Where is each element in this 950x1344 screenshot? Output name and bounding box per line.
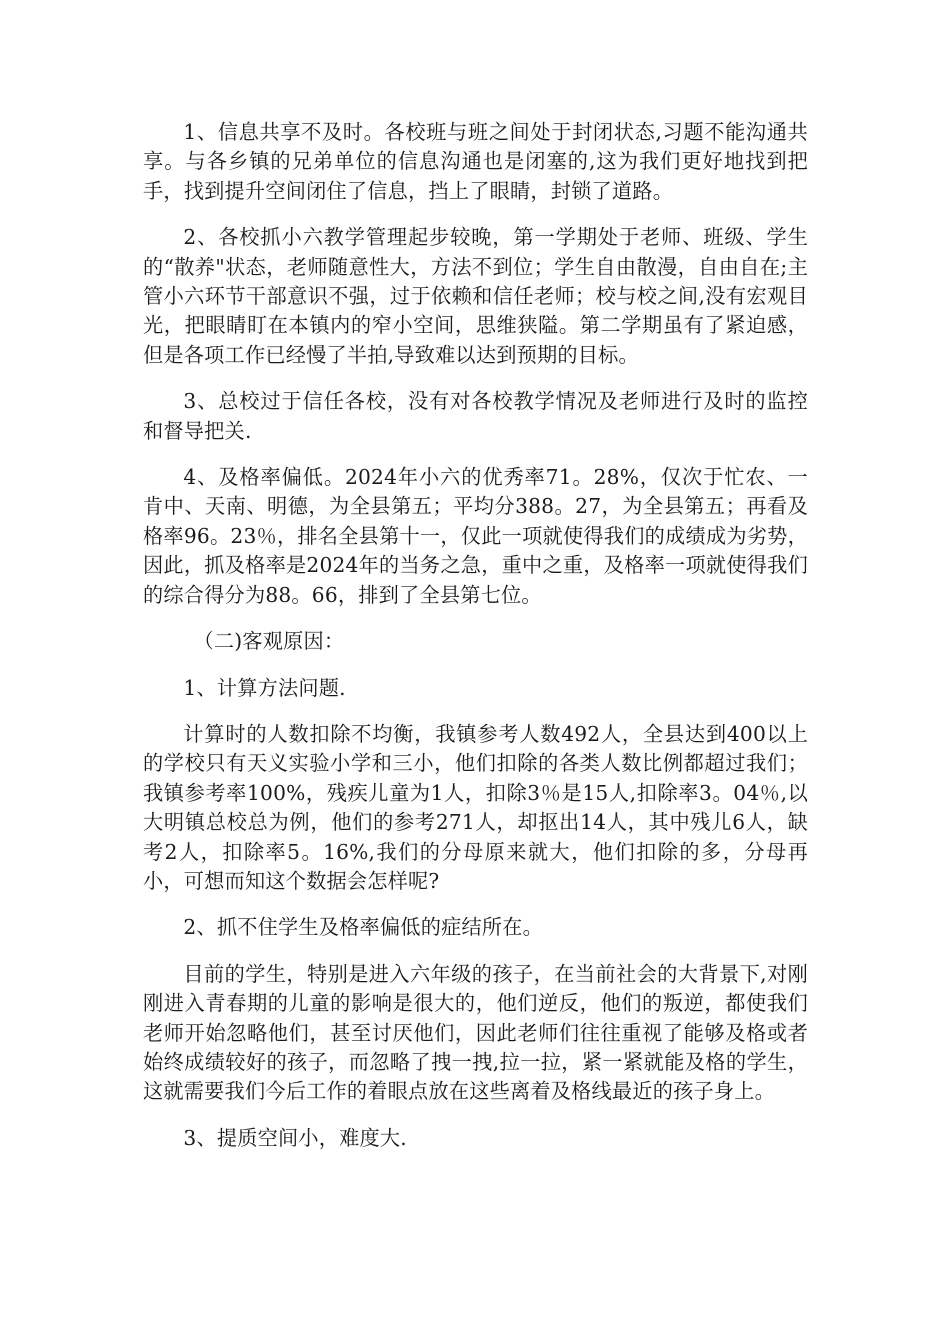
- paragraph-calculation-details: 计算时的人数扣除不均衡，我镇参考人数492人，全县达到400以上的学校只有天义实验小学和三小，他们扣除的各类人数比例都超过我们；我镇参考率100%，残疾儿童为1人，扣除3％是15人,扣除率3。04％,以大明镇总校总为例，他们的参考271人，却抠出14人，其中残儿6人，缺考2人，扣除率5。16%,我们的分母原来就大，他们扣除的多，分母再小，可想而知这个数据会怎样呢?: [143, 721, 808, 893]
- paragraph-info-sharing: 1、信息共享不及时。各校班与班之间处于封闭状态,习题不能沟通共享。与各乡镇的兄弟单位的信息沟通也是闭塞的,这为我们更好地找到把手，找到提升空间闭住了信息，挡上了眼睛，封锁了道路。: [143, 120, 808, 203]
- paragraph-pass-rate: 4、及格率偏低。2024年小六的优秀率71。28%，仅次于忙农、一肯中、天南、明德，为全县第五；平均分388。27，为全县第五；再看及格率96。23％，排名全县第十一，仅此一项就使得我们的成绩成为劣势，因此，抓及格率是2024年的当务之急，重中之重，及格率一项就使得我们的综合得分为88。66，排到了全县第七位。: [143, 465, 808, 607]
- paragraph-students-analysis: 目前的学生，特别是进入六年级的孩子，在当前社会的大背景下,对刚刚进入青春期的儿童的影响是很大的，他们逆反，他们的叛逆，都使我们老师开始忽略他们，甚至讨厌他们，因此老师们往往重视了能够及格或者始终成绩较好的孩子，而忽略了拽一拽,拉一拉，紧一紧就能及格的学生，这就需要我们今后工作的着眼点放在这些离着及格线最近的孩子身上。: [143, 961, 808, 1104]
- document-body: [143, 118, 808, 1170]
- paragraph-pass-rate-crux-title: 2、抓不住学生及格率偏低的症结所在。: [183, 915, 544, 940]
- paragraph-supervision: 3、总校过于信任各校，没有对各校教学情况及老师进行及时的监控和督导把关.: [143, 389, 808, 443]
- paragraph-late-management: 2、各校抓小六教学管理起步较晚，第一学期处于老师、班级、学生的“散养"状态，老师随意性大，方法不到位；学生自由散漫，自由自在;主管小六环节干部意识不强，过于依赖和信任老师；校与校之间,没有宏观目光，把眼睛盯在本镇内的窄小空间，思维狭隘。第二学期虽有了紧迫感，但是各项工作已经慢了半拍,导致难以达到预期的目标。: [143, 225, 808, 367]
- paragraph-quality-space-title: 3、提质空间小，难度大.: [183, 1125, 407, 1150]
- section-heading-objective-reasons: （二)客观原因：: [193, 629, 345, 654]
- paragraph-calculation-method-title: 1、计算方法问题.: [183, 675, 346, 700]
